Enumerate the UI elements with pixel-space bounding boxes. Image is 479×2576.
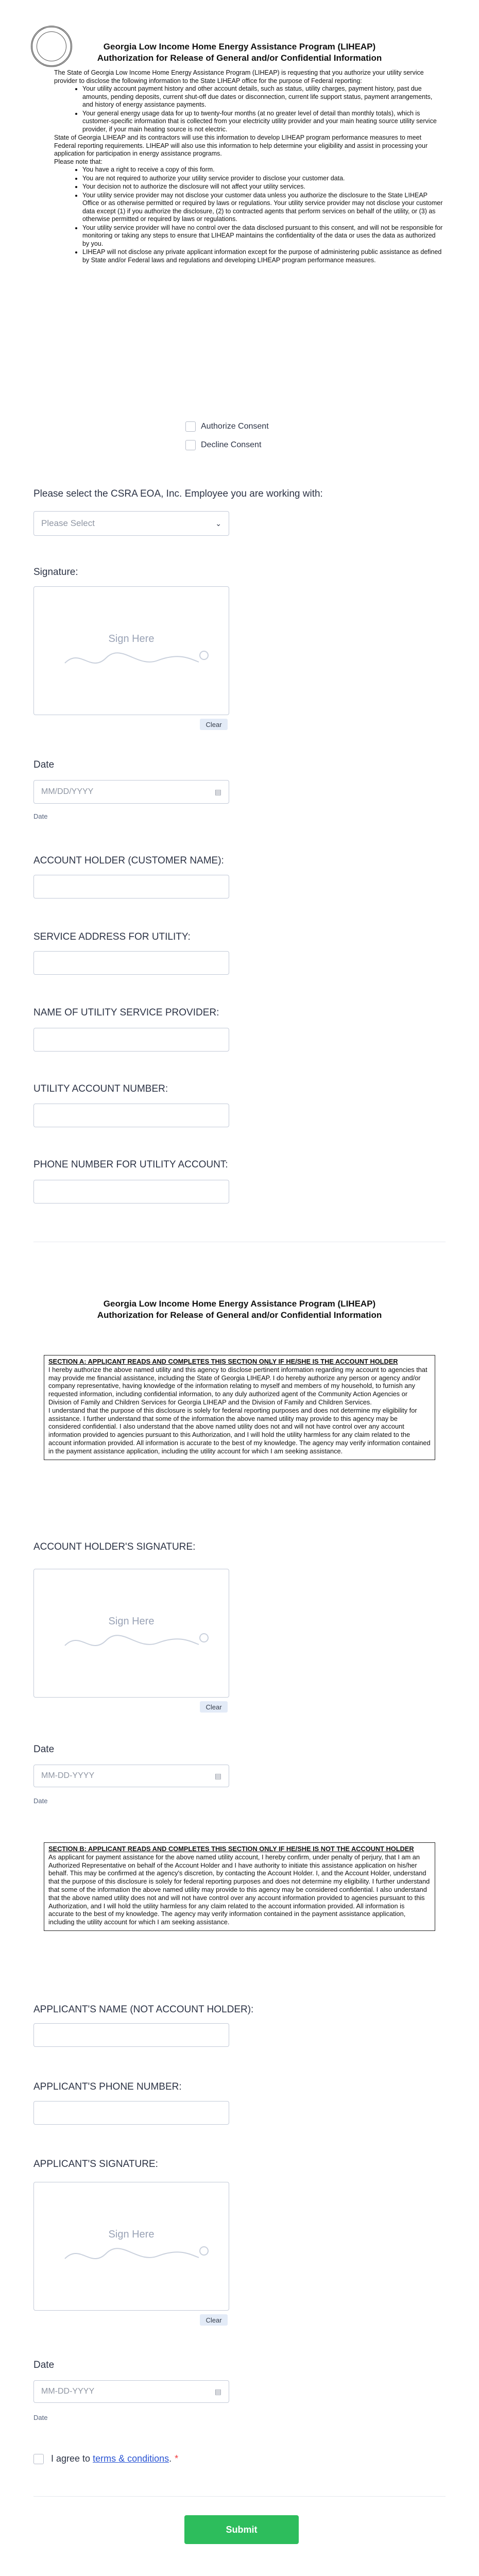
service-address-input[interactable] — [33, 951, 229, 975]
decline-consent-label: Decline Consent — [201, 440, 262, 449]
date-placeholder: MM/DD/YYYY — [41, 787, 94, 796]
footer-divider — [33, 2496, 446, 2497]
date-sublabel: Date — [33, 812, 48, 820]
employee-select-label: Please select the CSRA EOA, Inc. Employee you are working with: — [33, 488, 323, 499]
signature-placeholder: Sign Here — [108, 2229, 155, 2240]
decline-consent-option[interactable] — [185, 440, 261, 450]
authorize-consent-option[interactable] — [185, 421, 269, 432]
document-bullet: • You have a right to receive a copy of this form. — [82, 166, 443, 174]
document-note: Please note that: — [54, 158, 102, 165]
service-address-label: SERVICE ADDRESS FOR UTILITY: — [33, 931, 191, 942]
terms-suffix: . — [169, 2453, 172, 2464]
applicant-name-label: APPLICANT'S NAME (NOT ACCOUNT HOLDER): — [33, 2004, 254, 2015]
phone-number-label: PHONE NUMBER FOR UTILITY ACCOUNT: — [33, 1159, 228, 1170]
date-label: Date — [33, 759, 55, 770]
signature-scribble-icon — [60, 642, 214, 673]
section-b-box — [44, 1842, 435, 1931]
section-b-heading: SECTION B: APPLICANT READS AND COMPLETES THIS SECTION ONLY IF HE/SHE IS NOT THE ACCOUNT HOLDER — [48, 1845, 414, 1853]
document-intro: The State of Georgia Low Income Home Energy Assistance Program (LIHEAP) is requesting that you authorize your utility service provider to disclose the following information to the State LIHEAP office for the purpose of Federal reporting: — [54, 69, 424, 84]
authorize-consent-checkbox[interactable] — [185, 421, 196, 432]
section-a-box — [44, 1355, 435, 1460]
document-bullet: • Your utility service provider may not disclose your customer data unless you authorize the disclosure to the State LIHEAP Office or as otherwise permitted or required by laws or regulations. Your utility service provider may not disclose your customer data except (1) if you authorize the disclosure, (2) to contracted agents that perform services on behalf of the utility, or (3) as otherwise permitted or required by laws or regulations. — [82, 192, 443, 224]
terms-link[interactable]: terms & conditions — [93, 2453, 169, 2464]
utility-provider-label: NAME OF UTILITY SERVICE PROVIDER: — [33, 1007, 219, 1018]
phone-number-input[interactable] — [33, 1180, 229, 1204]
terms-checkbox[interactable] — [33, 2454, 44, 2464]
clear-account-holder-signature-button[interactable]: Clear — [200, 1701, 228, 1713]
date-3-sublabel: Date — [33, 2414, 48, 2421]
account-holder-label: ACCOUNT HOLDER (CUSTOMER NAME): — [33, 855, 224, 866]
applicant-name-input[interactable] — [33, 2023, 229, 2047]
date-3-input[interactable] — [33, 2380, 229, 2403]
document-bullet: • You are not required to authorize your utility service provider to disclose your customer data. — [82, 175, 443, 183]
calendar-icon[interactable]: ▤ — [214, 787, 221, 796]
applicant-phone-label: APPLICANT'S PHONE NUMBER: — [33, 2081, 182, 2092]
authorize-consent-label: Authorize Consent — [201, 422, 269, 431]
document-title — [28, 41, 451, 64]
submit-button[interactable]: Submit — [184, 2515, 299, 2544]
clear-signature-button[interactable]: Clear — [200, 719, 228, 730]
applicant-signature-label: APPLICANT'S SIGNATURE: — [33, 2159, 158, 2170]
document-paragraph: State of Georgia LIHEAP and its contractors will use this information to develop LIHEAP program performance measures to meet Federal reporting requirements. LIHEAP will also use this information to help determine your eligibility and assist in processing your application for participation in energy assistance programs. — [54, 134, 428, 157]
section-b-body: As applicant for payment assistance for the above named utility account, I hereby confirm, under penalty of perjury, that I am an Authorized Representative on behalf of the Account Holder and I have authority to initiate this assistance application on his/her behalf. This may be confirmed at the agency's discretion, by contacting the Account Holder. I, and the Account Holder, understand that the purpose of this disclosure is solely for federal reporting purposes and does not determine my eligibility. I further understand that some of the information the above named utility may provide to this agency may be considered confidential. I also understand that the above named utility does not and will not have control over any account information provided to agencies pursuant to this Authorization, and I will hold the utility harmless for any claim related to the account information provided. All information is accurate to the best of my knowledge. The agency may verify information contained in the payment assistance application, including the utility account for which I am seeking assistance. — [48, 1853, 430, 1926]
consent-document — [28, 41, 451, 265]
account-number-input[interactable] — [33, 1104, 229, 1127]
employee-select-placeholder: Please Select — [41, 518, 95, 528]
section-a-body-2: I understand that the purpose of this disclosure is solely for federal reporting purposes and does not determine my eligibility for assistance. I further understand that some of the information the above named utility may provide to this agency may be considered confidential. I also understand that the above named utility does not and will not have control over any account information provided to agencies pursuant to this Authorization, and I will hold the utility harmless for any claim related to the account information provided. All information is accurate to the best of my knowledge. The agency may verify information contained in the payment assistance application, including the utility account for which I am seeking assistance. — [48, 1406, 431, 1455]
signature-pad[interactable] — [33, 586, 229, 715]
document-bullet: • LIHEAP will not disclose any private applicant information except for the purpose of administering public assistance as defined by State and/or Federal laws and regulations and developing LIHEAP program performance measures. — [82, 248, 443, 264]
document-bullet: • Your utility account payment history and other account details, such as status, utility charges, payment history, past due amounts, pending deposits, current shut-off due dates or disconnection, current life support status, payment arrangements, and history of energy assistance payments. — [82, 85, 443, 109]
document-title-line1: Georgia Low Income Home Energy Assistance Program (LIHEAP) — [103, 42, 376, 52]
date-2-input[interactable] — [33, 1765, 229, 1787]
terms-prefix: I agree to — [51, 2453, 93, 2464]
account-holder-signature-label: ACCOUNT HOLDER'S SIGNATURE: — [33, 1541, 196, 1552]
applicant-phone-input[interactable] — [33, 2101, 229, 2125]
section-a-heading: SECTION A: APPLICANT READS AND COMPLETES THIS SECTION ONLY IF HE/SHE IS THE ACCOUNT HOLDER — [48, 1358, 398, 1365]
section-a-body: I hereby authorize the above named utility and this agency to disclose pertinent information regarding my account to agencies that may provide me financial assistance, including the State of Georgia LIHEAP. I do hereby authorize any person or agency and/or company representative, having knowledge of the information relating to myself and members of my household, to furnish any requested information, including confidential information, to any duly authorized agent of the Community Action Agencies or Division of Family and Children Services for Georgia LIHEAP and the Division of Family and Children Services. — [48, 1365, 427, 1406]
date-2-sublabel: Date — [33, 1797, 48, 1805]
account-holder-signature-pad[interactable] — [33, 1569, 229, 1698]
clear-applicant-signature-button[interactable]: Clear — [200, 2314, 228, 2326]
authorization-title — [28, 1298, 451, 1321]
date-2-label: Date — [33, 1744, 55, 1755]
signature-scribble-icon — [60, 2238, 214, 2269]
required-asterisk: * — [175, 2453, 179, 2464]
terms-label — [51, 2453, 178, 2464]
signature-placeholder: Sign Here — [108, 1616, 155, 1627]
calendar-icon[interactable]: ▤ — [214, 2387, 221, 2396]
signature-placeholder: Sign Here — [108, 633, 155, 645]
date-input[interactable] — [33, 780, 229, 804]
date-2-placeholder: MM-DD-YYYY — [41, 1771, 95, 1780]
terms-row[interactable] — [33, 2453, 178, 2464]
employee-select[interactable] — [33, 511, 229, 536]
utility-provider-input[interactable] — [33, 1028, 229, 1052]
document-title-line2: Authorization for Release of General and/or Confidential Information — [97, 53, 382, 63]
signature-label: Signature: — [33, 567, 78, 578]
calendar-icon[interactable]: ▤ — [214, 1771, 221, 1780]
chevron-down-icon: ⌄ — [215, 519, 221, 528]
date-3-label: Date — [33, 2360, 55, 2370]
document-bullet: • Your general energy usage data for up to twenty-four months (at no greater level of detail than monthly totals), which is customer-specific information that is collected from your electricity utility provider and your main heating source utility service provider, if your main heating source is not electric. — [82, 110, 443, 134]
decline-consent-checkbox[interactable] — [185, 440, 196, 450]
date-3-placeholder: MM-DD-YYYY — [41, 2387, 95, 2396]
document-bullet: • Your decision not to authorize the disclosure will not affect your utility services. — [82, 183, 443, 191]
document-bullet: • Your utility service provider will have no control over the data disclosed pursuant to this consent, and will not be responsible for monitoring or taking any steps to ensure that LIHEAP maintains the confidentiality of the data or uses the data as authorized by you. — [82, 224, 443, 248]
applicant-signature-pad[interactable] — [33, 2182, 229, 2311]
authorization-title-line1: Georgia Low Income Home Energy Assistance Program (LIHEAP) — [103, 1299, 376, 1309]
authorization-title-line2: Authorization for Release of General and/or Confidential Information — [97, 1310, 382, 1320]
signature-scribble-icon — [60, 1625, 214, 1656]
account-number-label: UTILITY ACCOUNT NUMBER: — [33, 1083, 168, 1094]
account-holder-input[interactable] — [33, 875, 229, 899]
